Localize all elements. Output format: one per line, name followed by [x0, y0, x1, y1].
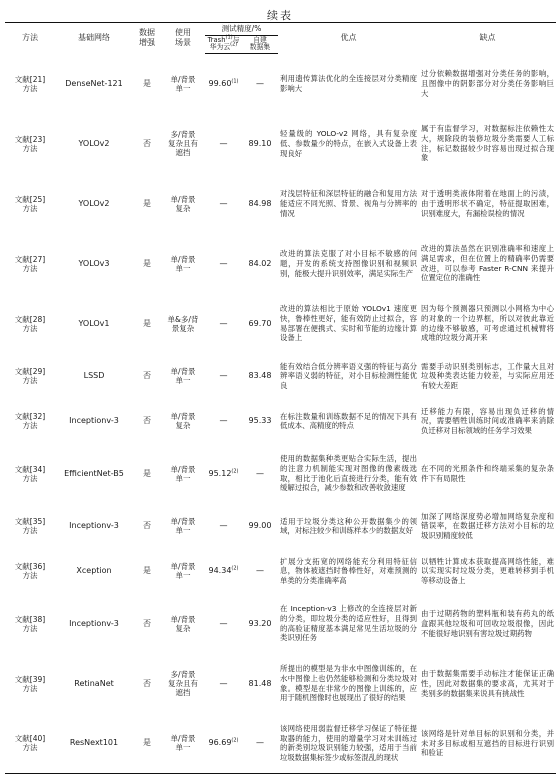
cons-cell: 迁移能力有限，容易出现负迁移的情况，需要牺牲训练时间或准确率来消除负迁移对目标领域的任务学习效果: [421, 406, 554, 436]
scene-cell: 多/背景 复杂且有 遮挡: [168, 670, 198, 698]
header-self-dataset: 自建 数据集: [242, 35, 278, 54]
self-dataset-accuracy-cell: 69.70: [248, 318, 272, 328]
self-dataset-accuracy-cell: 93.20: [248, 618, 272, 628]
trash-accuracy-value: 94.34: [208, 566, 232, 576]
augment-cell: 是: [143, 78, 151, 88]
trash-accuracy-value: 95.12: [208, 468, 232, 478]
table-row: [5, 654, 556, 714]
trash-accuracy-value: —: [219, 318, 228, 328]
scene-cell: 单/背景 单一: [170, 367, 196, 386]
trash-accuracy-cell: [205, 294, 242, 354]
cons-cell: 对于透明类液体附着在地面上的污渍，由于透明形状不确定，特征提取困难，识别难度大，有漏检误检的情况: [421, 189, 554, 218]
footnote-mark: (2): [231, 565, 239, 572]
self-dataset-accuracy-cell: 99.00: [248, 521, 272, 531]
table-row: [5, 234, 556, 294]
table-row: [5, 549, 556, 594]
scene-cell: 单/背景 单一: [170, 464, 196, 483]
augment-cell: 否: [143, 678, 151, 688]
trash-accuracy-value: —: [219, 618, 228, 628]
scene-cell: 单&多/背 景复杂: [167, 314, 199, 333]
trash-accuracy-cell: [205, 399, 242, 444]
scene-cell: 单/背景 单一: [170, 74, 196, 93]
scene-cell: 单/背景 单一: [170, 254, 196, 273]
method-cell: 文献[23] 方法: [14, 134, 46, 153]
method-cell: 文献[25] 方法: [14, 194, 46, 213]
scene-cell: 单/背景 复杂: [170, 412, 196, 431]
cons-cell: 以牺牲计算成本获取提高网络性能，难以实现实时垃圾分类，更难转移到手机等移动设备上: [421, 556, 554, 586]
self-dataset-accuracy-cell: 95.33: [248, 416, 272, 426]
trash-accuracy-cell: [205, 234, 242, 294]
footnote-mark: (1): [231, 78, 239, 85]
pros-cell: 在标注数量和训练数据不足的情况下具有低成本、高精度的特点: [280, 411, 417, 431]
method-cell: 文献[34] 方法: [14, 464, 46, 483]
pros-cell: 在 Inception-v3 上修改的全连接层对新的分类，即垃圾分类的适应性好，且得到的高验证精度基本满足常见生活垃圾的分类识别任务: [280, 604, 417, 643]
header-augment: 数据 增强: [133, 23, 161, 54]
cons-cell: 由于过期药物的塑料瓶和装有药丸的纸盒跟其他垃圾和可回收垃圾很像，因此不能很好地识别有害垃圾过期药物: [421, 609, 554, 638]
table-row: [5, 594, 556, 654]
scene-cell: 单/背景 单一: [161, 714, 205, 774]
network-cell: DenseNet-121: [65, 78, 123, 88]
trash-accuracy-value: —: [219, 198, 228, 208]
cons-cell: 由于数据集需要手动标注才能保证正确性，因此对数据集的要求高，尤其对于类别多的数据集来说具有挑战性: [421, 669, 554, 698]
method-cell: 文献[38] 方法: [14, 614, 46, 633]
header-row-1: [5, 23, 556, 36]
pros-cell: 利用遗传算法优化的全连接层对分类精度影响大: [280, 74, 417, 93]
scene-cell: 单/背景 复杂: [170, 614, 196, 633]
header-network: 基础网络: [55, 23, 133, 54]
header-trash-huawei: Trash$^{(1)}$与 华为云$^{(2)}$: [205, 35, 242, 54]
network-cell: YOLOv2: [78, 198, 110, 208]
table-row: [5, 714, 556, 774]
trash-accuracy-value: —: [219, 371, 228, 381]
method-cell: 文献[29] 方法: [14, 367, 46, 386]
network-cell: Inceptionv-3: [69, 521, 119, 531]
method-cell: 文献[36] 方法: [14, 562, 46, 581]
method-cell: 文献[40] 方法: [5, 714, 55, 774]
augment-cell: 是: [133, 714, 161, 774]
trash-accuracy-cell: [205, 714, 242, 774]
network-cell: EfficientNet-B5: [64, 468, 124, 478]
augment-cell: 是: [143, 468, 151, 478]
trash-accuracy-cell: [205, 594, 242, 654]
scene-cell: 单/背景 单一: [170, 517, 196, 536]
trash-accuracy-value: —: [219, 678, 228, 688]
table-row: [5, 504, 556, 549]
header-accuracy-group: 测试精度/%: [205, 23, 278, 36]
scene-cell: 单/背景 复杂: [170, 194, 196, 213]
pros-cell: 改进的算法相比于原始 YOLOv1 速度更快，鲁棒性更好，能有效防止过拟合，容易部署在便携式、实时和节能的边缘计算设备上: [280, 304, 417, 343]
network-cell: YOLOv2: [78, 138, 110, 148]
footnote-mark: (2): [231, 737, 239, 744]
self-dataset-accuracy-cell: 81.48: [248, 678, 272, 688]
self-dataset-accuracy-cell: 84.02: [248, 258, 272, 268]
self-dataset-accuracy-cell: 84.98: [248, 198, 272, 208]
comparison-table: [5, 22, 556, 774]
self-dataset-accuracy-cell: —: [242, 714, 278, 774]
cons-cell: 改进的算法虽然在识别准确率和速度上满足需求，但在位置上的精确率仍需要改进，可以参考 Faster R-CNN 来提升位置定位的准确性: [421, 244, 554, 283]
cons-cell: 在不同的光照条件和终端采集的复杂条件下有局限性: [421, 464, 554, 483]
network-cell: RetinaNet: [74, 678, 114, 688]
header-method: 方法: [5, 23, 55, 54]
table-row: [5, 54, 556, 114]
pros-cell: 扩展分支拓宽的网络能充分利用特征信息，物体被遮挡时鲁棒性好，对难预测的单类的分类准确率高: [280, 556, 417, 586]
header-cons: 缺点: [419, 23, 556, 54]
trash-accuracy-value: —: [219, 416, 228, 426]
augment-cell: 是: [143, 566, 151, 576]
trash-accuracy-value: —: [219, 258, 228, 268]
scene-cell: 单/背景 单一: [170, 562, 196, 581]
augment-cell: 否: [143, 416, 151, 426]
header-scene: 使用 场景: [161, 23, 205, 54]
self-dataset-accuracy-cell: —: [256, 468, 264, 478]
trash-accuracy-cell: [205, 354, 242, 399]
table-row: [5, 114, 556, 174]
network-cell: Xception: [76, 566, 112, 576]
augment-cell: 是: [143, 318, 151, 328]
scene-cell: 多/背景 复杂且有 遮挡: [168, 130, 198, 158]
pros-cell: 使用的数据集种类更贴合实际生活，提出的注意力机制能实现对图像的像素级选取，相比于池化后直接进行分类，能有效缓解过拟合，减少参数和改善收敛速度: [280, 454, 417, 493]
trash-accuracy-cell: [205, 654, 242, 714]
footnote-mark: (2): [231, 467, 239, 474]
network-cell: ResNext101: [55, 714, 133, 774]
trash-accuracy-cell: [205, 504, 242, 549]
pros-cell: 对浅层特征和深层特征的融合和复用方法能适应不同光照、背景、视角与分辨率的情况: [280, 189, 417, 218]
pros-cell: 轻量级的 YOLO-v2 网络，具有复杂度低、参数量少的特点，在嵌入式设备上表现良好: [280, 129, 417, 158]
method-cell: 文献[35] 方法: [14, 517, 46, 536]
method-cell: 文献[21] 方法: [14, 74, 46, 93]
continued-label: 续表: [267, 9, 293, 22]
trash-accuracy-cell: [205, 54, 242, 114]
method-cell: 文献[39] 方法: [14, 674, 46, 693]
trash-accuracy-cell: [205, 174, 242, 234]
trash-accuracy-cell: [205, 114, 242, 174]
method-cell: 文献[28] 方法: [14, 314, 46, 333]
pros-cell: 所提出的模型是为非水中图像训练的，在水中图像上也仍然能够检测和分类垃圾对象。模型是在非常少的图像上训练的，应用于随机图像时也展现出了很好的结果: [280, 664, 417, 703]
augment-cell: 否: [143, 371, 151, 381]
table-row: [5, 174, 556, 234]
pros-cell: 适用于垃圾分类这种公开数据集少的领域，对标注较少和训练样本少的数据友好: [280, 516, 417, 536]
trash-accuracy-value: —: [219, 138, 228, 148]
network-cell: YOLOv3: [78, 258, 110, 268]
pros-cell: 能有效结合低分辨率语义强的特征与高分辨率语义弱的特征，对小目标检测性能优良: [280, 361, 417, 391]
network-cell: LSSD: [83, 371, 105, 381]
trash-accuracy-value: 99.60: [208, 78, 232, 88]
trash-accuracy-cell: [205, 549, 242, 594]
augment-cell: 否: [143, 521, 151, 531]
self-dataset-accuracy-cell: —: [256, 78, 264, 88]
table-row: [5, 399, 556, 444]
method-cell: 文献[27] 方法: [14, 254, 46, 273]
augment-cell: 是: [143, 198, 151, 208]
self-dataset-accuracy-cell: 89.10: [248, 138, 272, 148]
cons-cell: 该网络是针对单目标的识别和分类，并未对多目标或相互遮挡的目标进行识别和验证: [419, 714, 556, 774]
pros-cell: 改进的算法克服了对小目标不敏感的问题，开发的系统支持图像识别和视频识别，能极大提升识别效率，满足实际生产: [280, 249, 417, 278]
self-dataset-accuracy-cell: 83.48: [248, 371, 272, 381]
cons-cell: 需要手动识别类别标志，工作量大且对垃圾种类表达能力较差，与实际应用还有较大差距: [421, 361, 554, 391]
table-row: [5, 354, 556, 399]
trash-accuracy-cell: [205, 444, 242, 504]
augment-cell: 否: [143, 618, 151, 628]
augment-cell: 否: [143, 138, 151, 148]
network-cell: Inceptionv-3: [69, 618, 119, 628]
table-row: [5, 444, 556, 504]
trash-accuracy-value: 96.69: [208, 738, 232, 748]
network-cell: Inceptionv-3: [69, 416, 119, 426]
cons-cell: 加深了网络深度势必增加网络复杂度和错误率，在数据迁移方法对小目标的垃圾识别精度较低: [421, 511, 554, 541]
network-cell: YOLOv1: [78, 318, 110, 328]
table-row: [5, 294, 556, 354]
table-body: [5, 54, 556, 774]
method-cell: 文献[32] 方法: [14, 412, 46, 431]
augment-cell: 是: [143, 258, 151, 268]
trash-accuracy-value: —: [219, 521, 228, 531]
cons-cell: 过分依赖数据增强对分类任务的影响，且图像中的阴影部分对分类任务影响巨大: [421, 69, 554, 98]
self-dataset-accuracy-cell: —: [256, 566, 264, 576]
header-pros: 优点: [278, 23, 419, 54]
cons-cell: 因为每个预测器只预测以小网格为中心的对象的一个边界框，所以对彼此靠近的边缘不够敏感，可考虑通过机械臂将成堆的垃圾分离开来: [421, 304, 554, 343]
cons-cell: 属于有监督学习，对数据标注依赖性太大，规除段的装修垃圾分类需要人工标注，标记数据较少时容易出现过拟合现象: [421, 124, 554, 163]
pros-cell: 该网络使用弱监督迁移学习保证了特征提取器的能力，使用的增量学习对未训练过的新类别垃圾识别能力较强，适用于当前垃圾数据集标签少或标签混乱的现状: [278, 714, 419, 774]
